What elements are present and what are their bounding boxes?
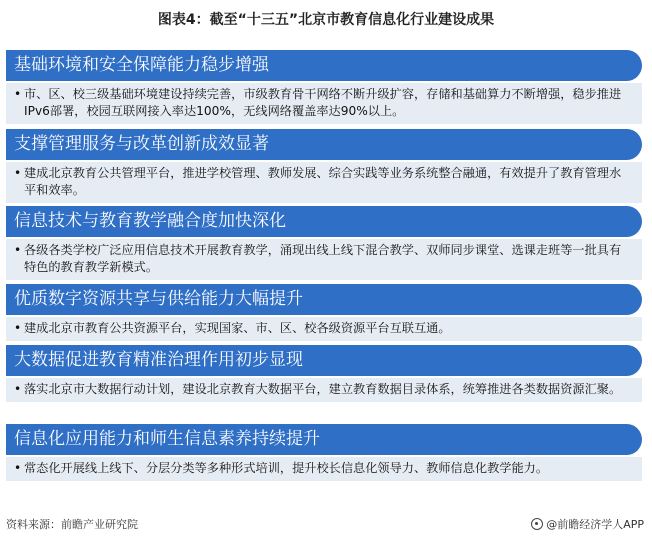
section-heading: 信息化应用能力和师生信息素养持续提升 <box>6 424 642 455</box>
section-2 <box>6 129 642 203</box>
section-text: 常态化开展线上线下、分层分类等多种形式培训，提升校长信息化领导力、教师信息化教学能力。 <box>24 461 549 475</box>
section-heading: 信息技术与教育教学融合度加快深化 <box>6 206 642 237</box>
section-text: 建成北京教育公共管理平台，推进学校管理、教师发展、综合实践等业务系统整合融通，有效提升了教育管理水平和效率。 <box>24 166 622 197</box>
section-body <box>6 378 642 402</box>
section-text: 落实北京市大数据行动计划，建设北京教育大数据平台，建立教育数据目录体系，统筹推进各类数据资源汇聚。 <box>24 382 622 396</box>
section-body <box>6 317 642 341</box>
section-heading: 优质数字资源共享与供给能力大幅提升 <box>6 284 642 315</box>
section-heading: 基础环境和安全保障能力稳步增强 <box>6 50 642 81</box>
figure-title: 图表4：截至“十三五”北京市教育信息化行业建设成果 <box>157 12 495 28</box>
bullet-icon: • <box>14 461 22 475</box>
section-1 <box>6 50 642 124</box>
section-body <box>6 457 642 481</box>
bullet-icon: • <box>14 382 22 396</box>
section-body <box>6 162 642 203</box>
section-3 <box>6 206 642 280</box>
brand-logo-icon <box>531 518 543 530</box>
source-note: 资料来源：前瞻产业研究院 <box>6 518 138 531</box>
bullet-icon: • <box>14 166 22 180</box>
section-body <box>6 83 642 124</box>
section-body <box>6 239 642 280</box>
section-5 <box>6 345 642 402</box>
section-text: 各级各类学校广泛应用信息技术开展教育教学，涌现出线上线下混合教学、双师同步课堂、选课走班等一批具有特色的教育教学新模式。 <box>24 243 622 274</box>
section-text: 市、区、校三级基础环境建设持续完善，市级教育骨干网络不断升级扩容，存储和基础算力不断增强，稳步推进IPv6部署，校园互联网接入率达100%，无线网络覆盖率达90%以上。 <box>24 87 622 118</box>
section-4 <box>6 284 642 341</box>
footer <box>6 516 644 532</box>
brand-credit <box>531 516 644 532</box>
section-6 <box>6 424 642 481</box>
bullet-icon: • <box>14 243 22 257</box>
bullet-icon: • <box>14 321 22 335</box>
section-heading: 大数据促进教育精准治理作用初步显现 <box>6 345 642 376</box>
section-heading: 支撑管理服务与改革创新成效显著 <box>6 129 642 160</box>
section-text: 建成北京市教育公共资源平台，实现国家、市、区、校各级资源平台互联互通。 <box>24 321 451 335</box>
brand-text: @前瞻经济学人APP <box>546 518 644 531</box>
bullet-icon: • <box>14 87 22 101</box>
